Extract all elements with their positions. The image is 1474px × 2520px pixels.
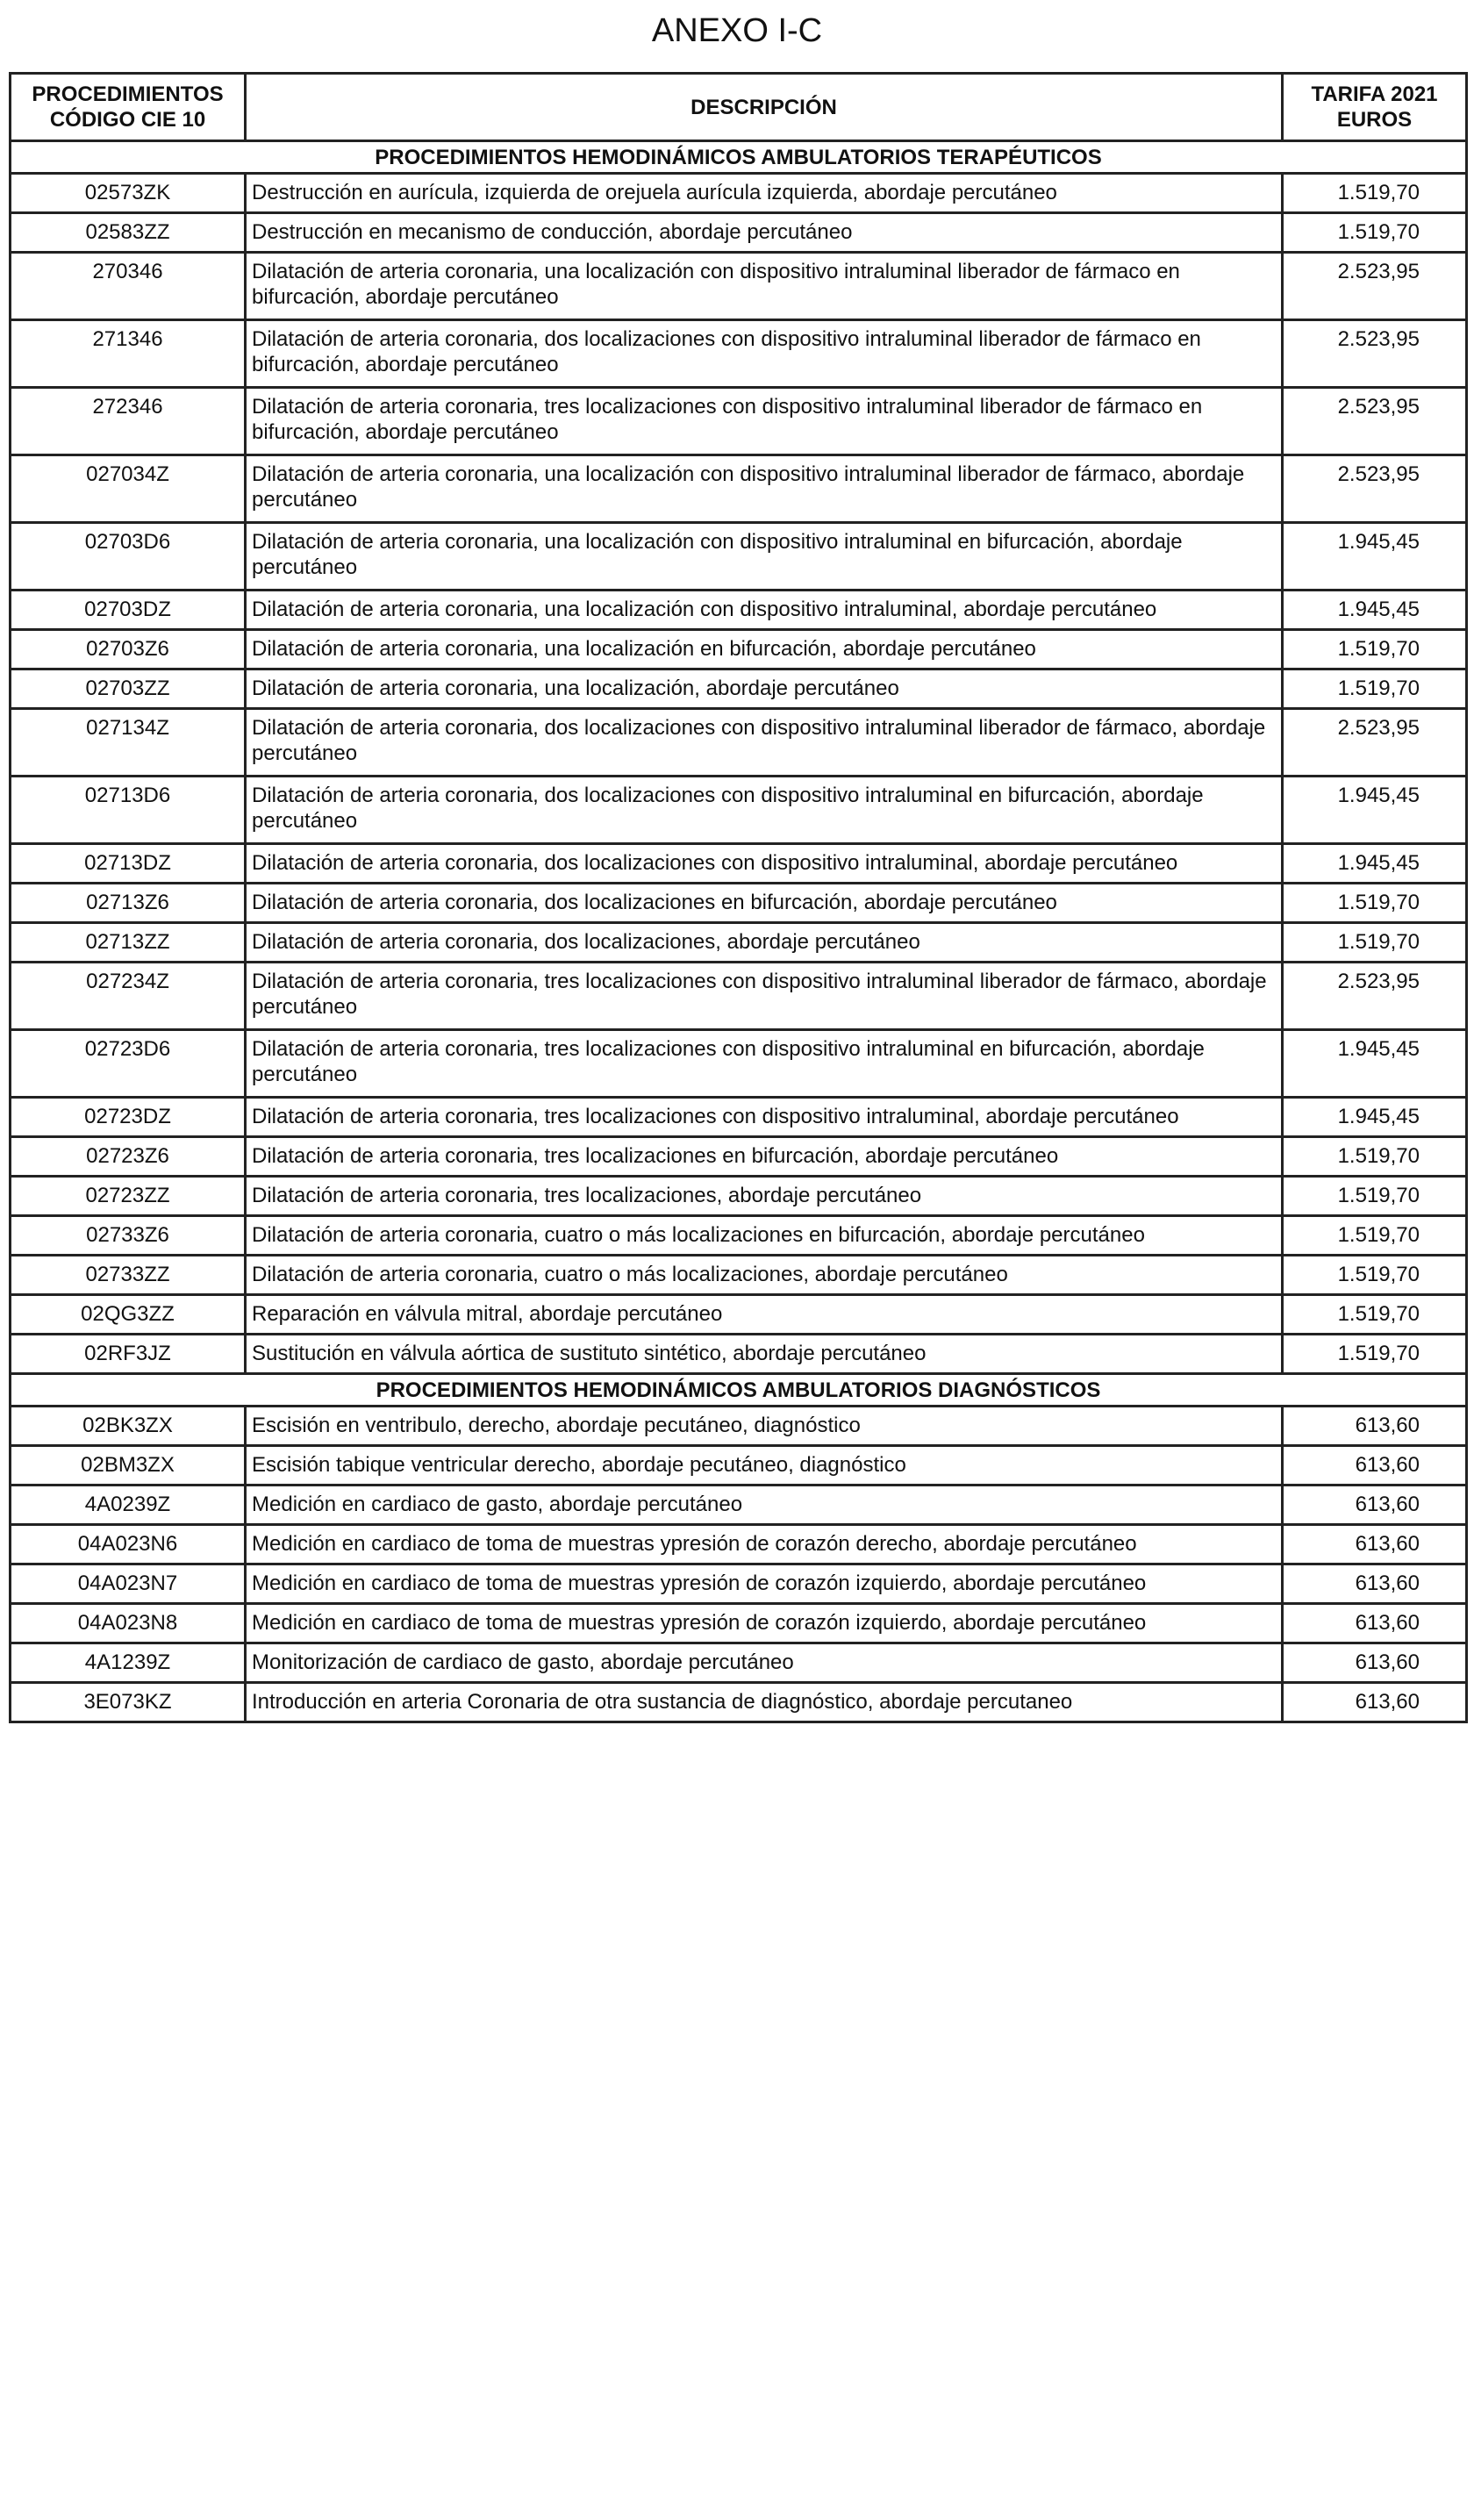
table-row <box>11 1643 1467 1683</box>
description-cell: Destrucción en aurícula, izquierda de orejuela aurícula izquierda, abordaje percutáneo <box>246 174 1283 213</box>
code-cell: 02703ZZ <box>11 669 246 709</box>
table-row <box>11 1604 1467 1643</box>
table-row <box>11 777 1467 844</box>
price-cell: 613,60 <box>1283 1525 1467 1564</box>
header-code <box>11 74 246 141</box>
description-cell: Dilatación de arteria coronaria, tres localizaciones con dispositivo intraluminal en bifurcación, abordaje percutáneo <box>246 1030 1283 1098</box>
price-cell: 1.519,70 <box>1283 174 1467 213</box>
price-cell: 2.523,95 <box>1283 320 1467 388</box>
description-cell: Dilatación de arteria coronaria, tres localizaciones, abordaje percutáneo <box>246 1177 1283 1216</box>
table-row <box>11 591 1467 630</box>
table-row <box>11 320 1467 388</box>
header-code-line1: PROCEDIMIENTOS <box>32 82 224 106</box>
price-cell: 1.519,70 <box>1283 630 1467 669</box>
table-row <box>11 1177 1467 1216</box>
code-cell: 02573ZK <box>11 174 246 213</box>
description-cell: Medición en cardiaco de toma de muestras ypresión de corazón izquierdo, abordaje percutáneo <box>246 1604 1283 1643</box>
price-cell: 1.519,70 <box>1283 923 1467 963</box>
table-row <box>11 1030 1467 1098</box>
code-cell: 4A1239Z <box>11 1643 246 1683</box>
price-cell: 1.519,70 <box>1283 669 1467 709</box>
description-cell: Dilatación de arteria coronaria, dos localizaciones con dispositivo intraluminal liberador de fármaco, abordaje percutáneo <box>246 709 1283 777</box>
table-row <box>11 669 1467 709</box>
table-row <box>11 174 1467 213</box>
description-cell: Medición en cardiaco de toma de muestras ypresión de corazón derecho, abordaje percutáneo <box>246 1525 1283 1564</box>
table-row <box>11 388 1467 455</box>
code-cell: 02583ZZ <box>11 213 246 253</box>
table-row <box>11 1683 1467 1722</box>
table-row <box>11 1335 1467 1374</box>
table-row <box>11 1295 1467 1335</box>
price-cell: 1.945,45 <box>1283 591 1467 630</box>
table-row <box>11 1486 1467 1525</box>
description-cell: Dilatación de arteria coronaria, cuatro o más localizaciones en bifurcación, abordaje percutáneo <box>246 1216 1283 1256</box>
description-cell: Dilatación de arteria coronaria, dos localizaciones, abordaje percutáneo <box>246 923 1283 963</box>
price-cell: 1.519,70 <box>1283 1256 1467 1295</box>
table-row <box>11 253 1467 320</box>
description-cell: Dilatación de arteria coronaria, tres localizaciones en bifurcación, abordaje percutáneo <box>246 1137 1283 1177</box>
description-cell: Dilatación de arteria coronaria, una localización con dispositivo intraluminal liberador de fármaco, abordaje percutáneo <box>246 455 1283 523</box>
price-cell: 613,60 <box>1283 1683 1467 1722</box>
code-cell: 270346 <box>11 253 246 320</box>
description-cell: Introducción en arteria Coronaria de otra sustancia de diagnóstico, abordaje percutaneo <box>246 1683 1283 1722</box>
description-cell: Dilatación de arteria coronaria, tres localizaciones con dispositivo intraluminal, abordaje percutáneo <box>246 1098 1283 1137</box>
code-cell: 02733Z6 <box>11 1216 246 1256</box>
table-row <box>11 1446 1467 1486</box>
code-cell: 272346 <box>11 388 246 455</box>
price-cell: 613,60 <box>1283 1407 1467 1446</box>
section-header-row <box>11 141 1467 174</box>
table-row <box>11 213 1467 253</box>
description-cell: Dilatación de arteria coronaria, una localización en bifurcación, abordaje percutáneo <box>246 630 1283 669</box>
section-title: PROCEDIMIENTOS HEMODINÁMICOS AMBULATORIOS TERAPÉUTICOS <box>11 141 1467 174</box>
description-cell: Reparación en válvula mitral, abordaje percutáneo <box>246 1295 1283 1335</box>
table-row <box>11 709 1467 777</box>
description-cell: Escisión tabique ventricular derecho, abordaje pecutáneo, diagnóstico <box>246 1446 1283 1486</box>
table-row <box>11 630 1467 669</box>
description-cell: Destrucción en mecanismo de conducción, abordaje percutáneo <box>246 213 1283 253</box>
price-cell: 613,60 <box>1283 1604 1467 1643</box>
description-cell: Dilatación de arteria coronaria, tres localizaciones con dispositivo intraluminal liberador de fármaco en bifurcación, abordaje percutáneo <box>246 388 1283 455</box>
description-cell: Medición en cardiaco de gasto, abordaje percutáneo <box>246 1486 1283 1525</box>
code-cell: 04A023N6 <box>11 1525 246 1564</box>
price-cell: 1.519,70 <box>1283 1177 1467 1216</box>
code-cell: 027134Z <box>11 709 246 777</box>
table-row <box>11 1525 1467 1564</box>
table-row <box>11 963 1467 1030</box>
description-cell: Dilatación de arteria coronaria, una localización con dispositivo intraluminal en bifurcación, abordaje percutáneo <box>246 523 1283 591</box>
price-cell: 613,60 <box>1283 1643 1467 1683</box>
code-cell: 02713D6 <box>11 777 246 844</box>
header-price-line1: TARIFA 2021 <box>1311 82 1438 106</box>
description-cell: Dilatación de arteria coronaria, dos localizaciones con dispositivo intraluminal, abordaje percutáneo <box>246 844 1283 884</box>
tariff-table <box>9 72 1468 1723</box>
price-cell: 2.523,95 <box>1283 253 1467 320</box>
code-cell: 02713Z6 <box>11 884 246 923</box>
price-cell: 1.519,70 <box>1283 213 1467 253</box>
description-cell: Escisión en ventribulo, derecho, abordaje pecutáneo, diagnóstico <box>246 1407 1283 1446</box>
table-row <box>11 455 1467 523</box>
code-cell: 02703DZ <box>11 591 246 630</box>
description-cell: Dilatación de arteria coronaria, una localización con dispositivo intraluminal liberador de fármaco en bifurcación, abordaje percutáneo <box>246 253 1283 320</box>
code-cell: 02723D6 <box>11 1030 246 1098</box>
table-row <box>11 884 1467 923</box>
description-cell: Monitorización de cardiaco de gasto, abordaje percutáneo <box>246 1643 1283 1683</box>
section-title: PROCEDIMIENTOS HEMODINÁMICOS AMBULATORIOS DIAGNÓSTICOS <box>11 1374 1467 1407</box>
table-row <box>11 1564 1467 1604</box>
price-cell: 2.523,95 <box>1283 388 1467 455</box>
price-cell: 1.945,45 <box>1283 1030 1467 1098</box>
table-row <box>11 923 1467 963</box>
code-cell: 271346 <box>11 320 246 388</box>
code-cell: 02BK3ZX <box>11 1407 246 1446</box>
description-cell: Dilatación de arteria coronaria, tres localizaciones con dispositivo intraluminal liberador de fármaco, abordaje percutáneo <box>246 963 1283 1030</box>
code-cell: 02703Z6 <box>11 630 246 669</box>
table-row <box>11 1098 1467 1137</box>
description-cell: Sustitución en válvula aórtica de sustituto sintético, abordaje percutáneo <box>246 1335 1283 1374</box>
header-code-line2: CÓDIGO CIE 10 <box>49 108 206 132</box>
price-cell: 613,60 <box>1283 1486 1467 1525</box>
price-cell: 1.519,70 <box>1283 1295 1467 1335</box>
code-cell: 027034Z <box>11 455 246 523</box>
code-cell: 02RF3JZ <box>11 1335 246 1374</box>
code-cell: 02703D6 <box>11 523 246 591</box>
header-description: DESCRIPCIÓN <box>246 74 1283 141</box>
code-cell: 04A023N7 <box>11 1564 246 1604</box>
description-cell: Dilatación de arteria coronaria, dos localizaciones con dispositivo intraluminal en bifurcación, abordaje percutáneo <box>246 777 1283 844</box>
code-cell: 02QG3ZZ <box>11 1295 246 1335</box>
price-cell: 2.523,95 <box>1283 455 1467 523</box>
code-cell: 02723ZZ <box>11 1177 246 1216</box>
code-cell: 3E073KZ <box>11 1683 246 1722</box>
description-cell: Dilatación de arteria coronaria, dos localizaciones en bifurcación, abordaje percutáneo <box>246 884 1283 923</box>
description-cell: Dilatación de arteria coronaria, dos localizaciones con dispositivo intraluminal liberador de fármaco en bifurcación, abordaje percutáneo <box>246 320 1283 388</box>
code-cell: 02BM3ZX <box>11 1446 246 1486</box>
description-cell: Dilatación de arteria coronaria, una localización, abordaje percutáneo <box>246 669 1283 709</box>
description-cell: Dilatación de arteria coronaria, cuatro o más localizaciones, abordaje percutáneo <box>246 1256 1283 1295</box>
price-cell: 2.523,95 <box>1283 963 1467 1030</box>
price-cell: 1.945,45 <box>1283 777 1467 844</box>
code-cell: 02713DZ <box>11 844 246 884</box>
price-cell: 1.945,45 <box>1283 844 1467 884</box>
price-cell: 1.519,70 <box>1283 1137 1467 1177</box>
page-title: ANEXO I-C <box>651 12 823 49</box>
table-row <box>11 523 1467 591</box>
code-cell: 02723DZ <box>11 1098 246 1137</box>
code-cell: 02733ZZ <box>11 1256 246 1295</box>
description-cell: Medición en cardiaco de toma de muestras ypresión de corazón izquierdo, abordaje percutáneo <box>246 1564 1283 1604</box>
table-row <box>11 1216 1467 1256</box>
table-row <box>11 1137 1467 1177</box>
table-header-row <box>11 74 1467 141</box>
code-cell: 027234Z <box>11 963 246 1030</box>
price-cell: 1.519,70 <box>1283 884 1467 923</box>
price-cell: 1.945,45 <box>1283 1098 1467 1137</box>
price-cell: 2.523,95 <box>1283 709 1467 777</box>
price-cell: 613,60 <box>1283 1446 1467 1486</box>
header-price-line2: EUROS <box>1336 108 1413 132</box>
code-cell: 4A0239Z <box>11 1486 246 1525</box>
price-cell: 1.945,45 <box>1283 523 1467 591</box>
price-cell: 1.519,70 <box>1283 1216 1467 1256</box>
section-header-row <box>11 1374 1467 1407</box>
header-price <box>1283 74 1467 141</box>
price-cell: 613,60 <box>1283 1564 1467 1604</box>
table-row <box>11 844 1467 884</box>
price-cell: 1.519,70 <box>1283 1335 1467 1374</box>
code-cell: 02723Z6 <box>11 1137 246 1177</box>
table-row <box>11 1256 1467 1295</box>
code-cell: 04A023N8 <box>11 1604 246 1643</box>
table-row <box>11 1407 1467 1446</box>
code-cell: 02713ZZ <box>11 923 246 963</box>
description-cell: Dilatación de arteria coronaria, una localización con dispositivo intraluminal, abordaje percutáneo <box>246 591 1283 630</box>
